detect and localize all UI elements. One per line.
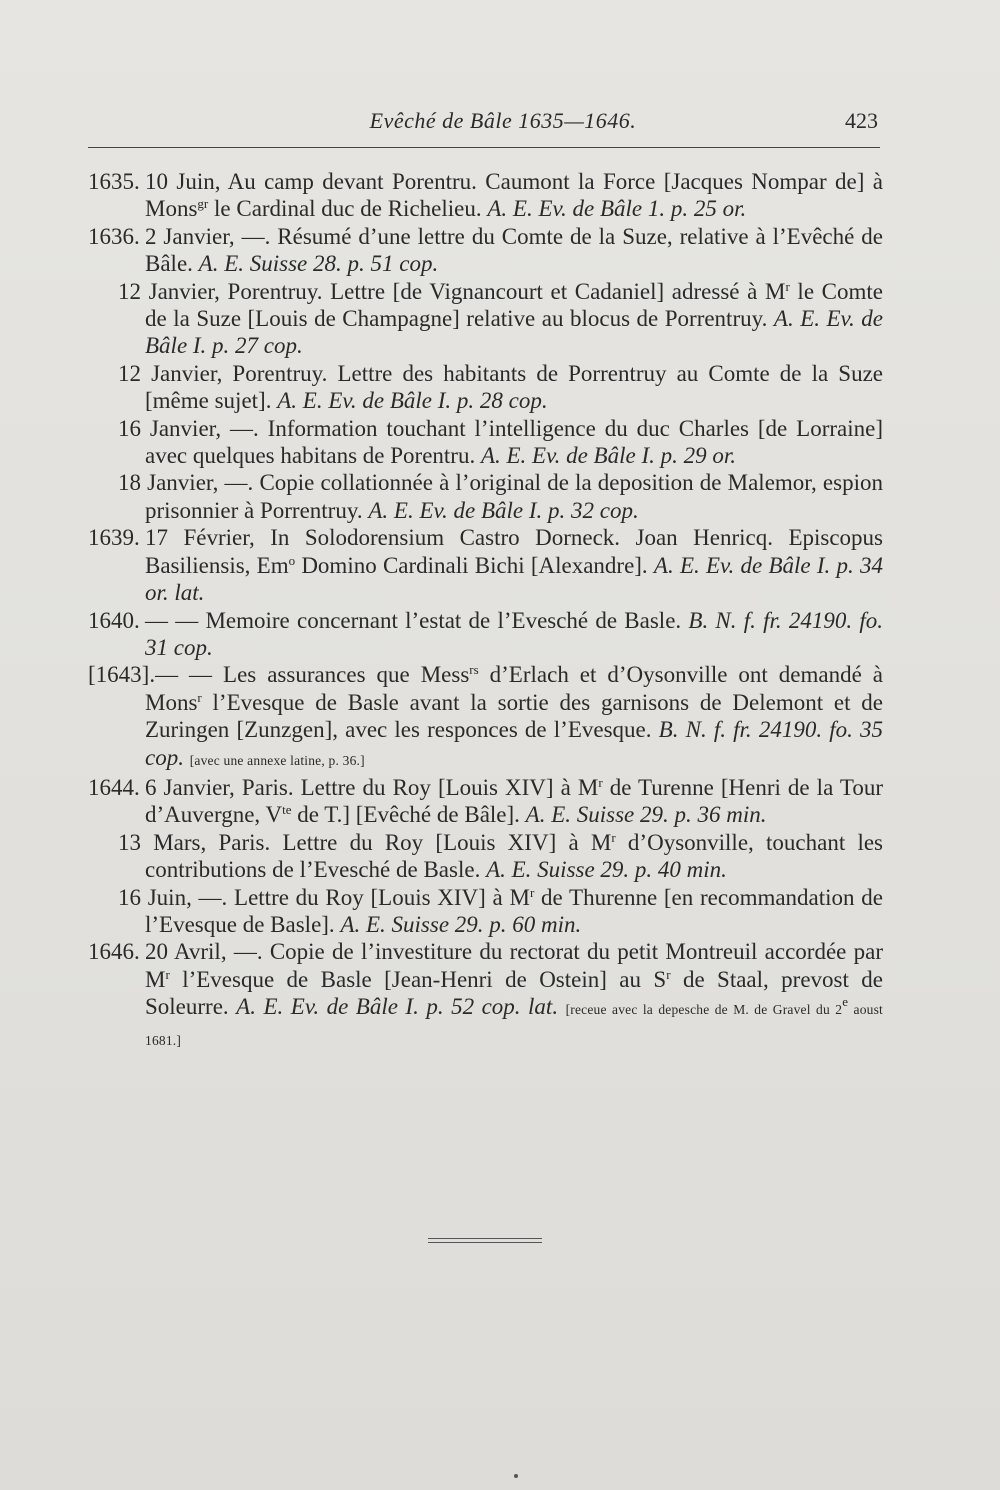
entry-1646 xyxy=(88,938,883,1054)
entry-1636-12-janvier-b xyxy=(88,360,883,415)
entry-text: 12 Janvier, Porentruy. Lettre [de Vignancourt et Cadaniel] adressé à $M^r$ le Comte de la Suze [Louis de Champagne] relative au blocus de Porrentruy. xyxy=(118,278,883,332)
entry-1636 xyxy=(88,223,883,278)
page-number: 423 xyxy=(845,108,878,133)
entry-1644-16-juin xyxy=(88,884,883,939)
entry-citation: A. E. Ev. de Bâle 1. p. 25 or. xyxy=(487,196,747,222)
entry-citation: B. N. f. fr. 24190. fo. 31 cop. xyxy=(145,607,884,660)
print-speck xyxy=(514,1474,518,1478)
entry-text: 17 Février, In Solodorensium Castro Dorneck. Joan Henricq. Episcopus Basiliensis, Em$^o$ Domino Cardinali Bichi [Alexandre]. xyxy=(145,525,883,578)
entry-text: — — Les assurances que Mess$^{rs}$ d’Erlach et d’Oysonville ont demandé à Mons$^r$ l’Evesque de Basle avant la sortie des garnisons de Delemont et de Zuringen [Zunzgen], avec les responces de l’Evesque. xyxy=(145,662,883,743)
entry-year: 1640. xyxy=(88,607,140,633)
entry-text: 16 Janvier, —. Information touchant l’intelligence du duc Charles [de Lorraine] avec quelques habitans de Porentru. xyxy=(118,415,883,469)
entry-year: 1644. xyxy=(88,774,140,800)
entry-1636-12-janvier-a xyxy=(88,278,883,360)
entry-year: 1636. xyxy=(88,223,140,249)
entry-1644 xyxy=(88,774,883,829)
entry-citation: A. E. Suisse 29. p. 40 min. xyxy=(486,857,727,883)
entry-1639 xyxy=(88,524,883,606)
entry-1644-13-mars xyxy=(88,829,883,884)
entry-year: [1643]. xyxy=(88,662,156,688)
entry-text: 2 Janvier, —. Résumé d’une lettre du Comte de la Suze, relative à l’Evêché de Bâle. xyxy=(145,223,883,277)
end-rule-line xyxy=(428,1238,542,1239)
entry-list xyxy=(88,168,883,1054)
entry-note: [receue avec la depesche de M. de Gravel du 2e aoust 1681.] xyxy=(145,994,883,1048)
entry-1636-16-janvier xyxy=(88,415,883,470)
entry-citation: A. E. Ev. de Bâle I. p. 32 cop. xyxy=(368,497,639,523)
header-rule xyxy=(88,147,880,148)
entry-text: 10 Juin, Au camp devant Porentru. Caumont la Force [Jacques Nompar de] à Mons$^{gr}$ le Cardinal duc de Richelieu. xyxy=(145,169,883,222)
entry-text: 20 Avril, —. Copie de l’investiture du rectorat du petit Montreuil accordée par $M^r$ l’Evesque de Basle [Jean-Henri de Ostein] au $S^r$ de Staal, prevost de Soleurre. xyxy=(145,939,883,1020)
entry-citation: A. E. Ev. de Bâle I. p. 52 cop. lat. xyxy=(236,994,559,1020)
entry-1640 xyxy=(88,607,883,662)
end-ornament-rule xyxy=(428,1238,542,1246)
entry-text: — — Memoire concernant l’estat de l’Evesché de Basle. xyxy=(145,607,682,633)
entry-text: 12 Janvier, Porentruy. Lettre des habitants de Porrentruy au Comte de la Suze [même sujet]. xyxy=(118,360,883,414)
entry-year: 1635. xyxy=(88,169,140,194)
end-rule-line xyxy=(428,1242,542,1243)
entry-citation: A. E. Suisse 29. p. 60 min. xyxy=(340,911,582,937)
entry-text: 18 Janvier, —. Copie collationnée à l’original de la deposition de Malemor, espion prisonnier à Porrentruy. xyxy=(118,470,883,523)
entry-1636-18-janvier xyxy=(88,469,883,524)
entry-citation: A. E. Suisse 29. p. 36 min. xyxy=(525,802,767,828)
entry-text: 16 Juin, —. Lettre du Roy [Louis XIV] à $M^r$ de Thurenne [en recommandation de l’Evesque de Basle]. xyxy=(118,884,883,937)
entry-1635 xyxy=(88,168,883,223)
entry-year: 1646. xyxy=(88,939,140,965)
entry-citation: A. E. Suisse 28. p. 51 cop. xyxy=(198,251,439,277)
entry-year: 1639. xyxy=(88,525,140,551)
entry-text: 6 Janvier, Paris. Lettre du Roy [Louis XIV] à $M^r$ de Turenne [Henri de la Tour d’Auvergne, $V^{te}$ de T.] [Evêché de Bâle]. xyxy=(145,774,883,828)
entry-text: 13 Mars, Paris. Lettre du Roy [Louis XIV] à $M^r$ d’Oysonville, touchant les contributions de l’Evesché de Basle. xyxy=(118,829,883,883)
entry-note: [avec une annexe latine, p. 36.] xyxy=(189,752,365,768)
entry-citation: A. E. Ev. de Bâle I. p. 29 or. xyxy=(480,443,737,469)
entry-citation: A. E. Ev. de Bâle I. p. 27 cop. xyxy=(145,306,884,359)
entry-citation: A. E. Ev. de Bâle I. p. 28 cop. xyxy=(277,388,548,414)
running-title: Evêché de Bâle 1635—1646. xyxy=(369,108,637,133)
entry-citation: B. N. f. fr. 24190. fo. 35 cop. xyxy=(145,717,884,770)
page-header xyxy=(88,108,878,144)
entry-1643 xyxy=(88,661,883,774)
entry-citation: A. E. Ev. de Bâle I. p. 34 or. lat. xyxy=(145,552,883,606)
